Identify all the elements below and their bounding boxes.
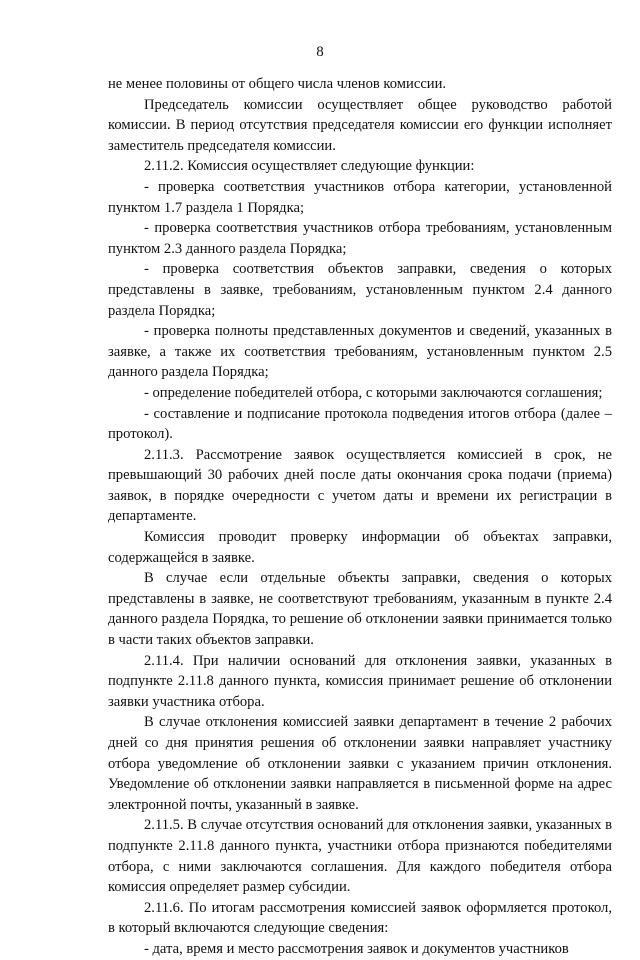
list-item: - проверка соответствия участников отбора категории, установленной пунктом 1.7 раздела 1 Порядка; — [108, 178, 612, 216]
paragraph: 2.11.6. По итогам рассмотрения комиссией заявок оформляется протокол, в который включаются следующие сведения: — [108, 899, 612, 937]
page-number: 8 — [316, 44, 324, 60]
list-item: - составление и подписание протокола подведения итогов отбора (далее – протокол). — [108, 405, 612, 443]
paragraph: Председатель комиссии осуществляет общее руководство работой комиссии. В период отсутствия председателя комиссии его функции исполняет заместитель председателя комиссии. — [108, 96, 612, 154]
list-item: - проверка соответствия участников отбора требованиям, установленным пунктом 2.3 данного раздела Порядка; — [108, 220, 612, 257]
paragraph: 2.11.5. В случае отсутствия оснований для отклонения заявки, указанных в подпункте 2.11.8 данного пункта, участники отбора признаются победителями отбора, с ними заключаются соглашения. Для каждого победителя отбора комиссия определяет размер субсидии. — [108, 817, 612, 896]
list-item: - проверка соответствия объектов заправки, сведения о которых представлены в заявке, требованиям, установленным пунктом 2.4 данного раздела Порядка; — [108, 261, 612, 319]
list-item: - определение победителей отбора, с которыми заключаются соглашения; — [144, 384, 603, 401]
paragraph: 2.11.3. Рассмотрение заявок осуществляется комиссией в срок, не превышающий 30 рабочих дней после даты окончания срока подачи (приема) заявок, в порядке очередности с учетом даты и времени их регистрации в департаменте. — [108, 446, 612, 525]
paragraph: не менее половины от общего числа членов комиссии. — [108, 76, 447, 92]
paragraph: 2.11.2. Комиссия осуществляет следующие функции: — [144, 158, 475, 175]
paragraph: Комиссия проводит проверку информации об объектах заправки, содержащейся в заявке. — [108, 529, 612, 566]
paragraph: В случае если отдельные объекты заправки, сведения о которых представлены в заявке, не соответствуют требованиям, указанным в пункте 2.4 данного раздела Порядка, то решение об отклонении заявки принимается только в части таких объектов заправки. — [108, 570, 612, 649]
paragraph: В случае отклонения комиссией заявки департамент в течение 2 рабочих дней со дня принятия решения об отклонении заявки направляет участнику отбора уведомление об отклонении заявки с указанием причин отклонения. Уведомление об отклонении заявки направляется в письменной форме на адрес электронной почты, указанный в заявке. — [108, 714, 612, 813]
document-body — [108, 74, 612, 960]
list-item: - проверка полноты представленных документов и сведений, указанных в заявке, а также их соответствия требованиям, установленным пунктом 2.5 данного раздела Порядка; — [108, 323, 612, 381]
list-item: - дата, время и место рассмотрения заявок и документов участников — [144, 940, 569, 957]
paragraph: 2.11.4. При наличии оснований для отклонения заявки, указанных в подпункте 2.11.8 данного пункта, комиссия принимает решение об отклонении заявки участника отбора. — [108, 652, 612, 710]
